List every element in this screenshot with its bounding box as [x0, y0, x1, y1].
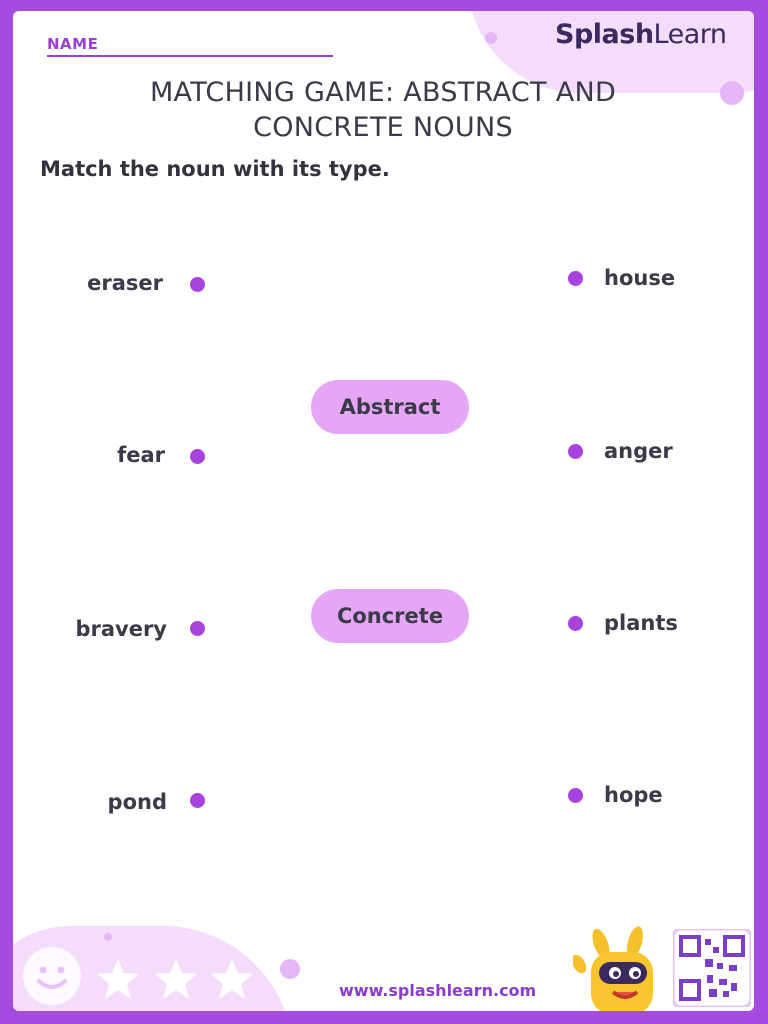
left-match-dot[interactable] — [190, 449, 205, 464]
left-match-dot[interactable] — [190, 793, 205, 808]
decorative-dot — [720, 81, 744, 105]
star-icon — [95, 957, 141, 1001]
decorative-dot — [104, 933, 112, 941]
right-match-dot[interactable] — [568, 788, 583, 803]
right-word-plants: plants — [604, 611, 678, 635]
website-url[interactable]: www.splashlearn.com — [339, 981, 537, 1000]
qr-code-icon[interactable] — [673, 929, 751, 1007]
left-match-dot[interactable] — [190, 277, 205, 292]
page-title — [73, 75, 693, 145]
right-match-dot[interactable] — [568, 271, 583, 286]
right-word-hope: hope — [604, 783, 663, 807]
left-match-dot[interactable] — [190, 621, 205, 636]
worksheet-page — [13, 11, 754, 1011]
title-line-2: CONCRETE NOUNS — [253, 112, 513, 143]
left-word-pond: pond — [107, 790, 167, 814]
brand-logo-light: Learn — [653, 19, 727, 50]
star-icon — [153, 957, 199, 1001]
decorative-dot — [485, 32, 497, 44]
name-label: NAME — [47, 35, 99, 53]
brand-logo — [555, 19, 727, 50]
decorative-dot — [280, 959, 300, 979]
name-underline[interactable] — [47, 55, 333, 57]
left-word-eraser: eraser — [87, 271, 163, 295]
right-word-anger: anger — [604, 439, 673, 463]
smiley-icon — [21, 945, 83, 1007]
left-word-fear: fear — [117, 443, 165, 467]
brand-logo-bold: Splash — [555, 19, 654, 50]
mascot-character-icon — [573, 926, 673, 1011]
instruction-text: Match the noun with its type. — [40, 157, 390, 181]
category-concrete-button[interactable]: Concrete — [311, 589, 469, 643]
right-word-house: house — [604, 266, 676, 290]
right-match-dot[interactable] — [568, 616, 583, 631]
left-word-bravery: bravery — [75, 617, 167, 641]
star-icon — [209, 957, 255, 1001]
right-match-dot[interactable] — [568, 444, 583, 459]
category-abstract-button[interactable]: Abstract — [311, 380, 469, 434]
title-line-1: MATCHING GAME: ABSTRACT AND — [149, 77, 617, 108]
